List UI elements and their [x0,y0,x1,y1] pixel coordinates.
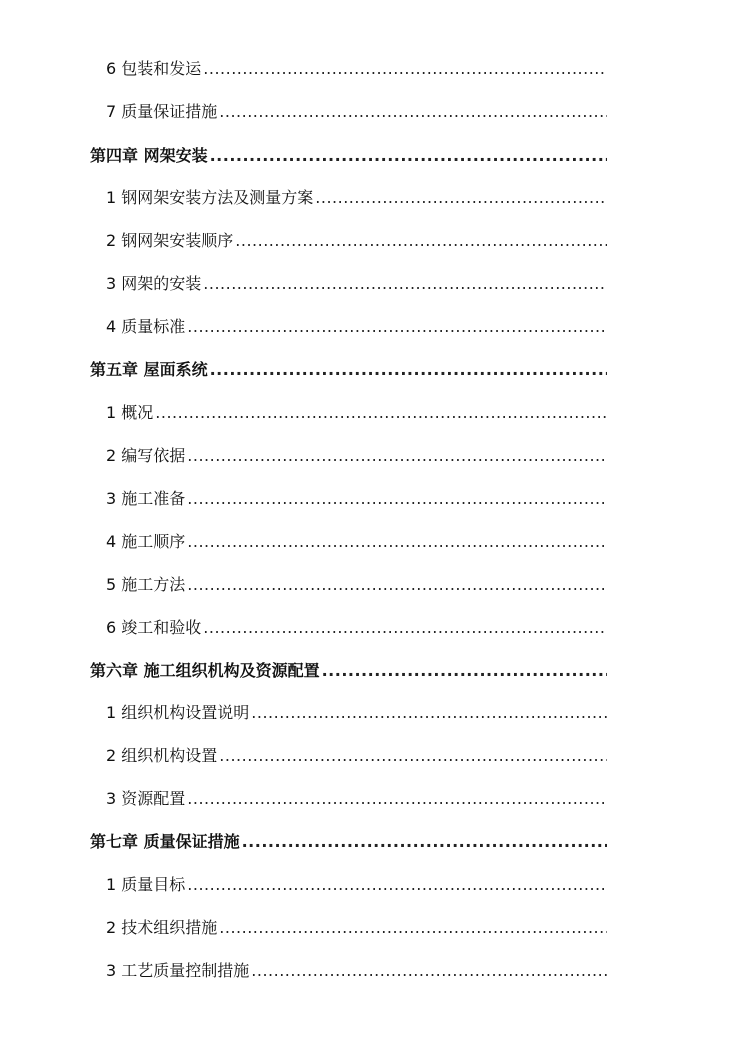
toc-entry-label: 6 包装和发运 [106,59,202,78]
toc-entry-label: 2 组织机构设置 [106,746,218,765]
toc-entry[interactable] [106,617,607,639]
toc-leader-dots [219,745,607,767]
toc-chapter-label: 第六章 施工组织机构及资源配置 [90,661,320,680]
toc-leader-dots [210,145,607,167]
toc-entry[interactable] [106,273,607,295]
toc-leader-dots [203,58,607,80]
toc-entry[interactable] [106,531,607,553]
toc-leader-dots [187,788,607,810]
toc-leader-dots [251,702,607,724]
toc-chapter-label: 第五章 屋面系统 [90,360,208,379]
toc-entry[interactable] [106,402,607,424]
toc-entry-label: 3 网架的安装 [106,274,202,293]
toc-leader-dots [187,445,607,467]
toc-leader-dots [187,874,607,896]
toc-entry[interactable] [106,187,607,209]
toc-entry[interactable] [106,101,607,123]
toc-chapter-entry[interactable] [90,359,607,381]
toc-entry-label: 1 钢网架安装方法及测量方案 [106,188,314,207]
toc-chapter-label: 第四章 网架安装 [90,146,208,165]
toc-entry[interactable] [106,788,607,810]
toc-entry-label: 1 组织机构设置说明 [106,703,250,722]
toc-leader-dots [219,101,607,123]
toc-entry-label: 2 编写依据 [106,446,186,465]
toc-entry-label: 1 质量目标 [106,875,186,894]
toc-leader-dots [242,831,607,853]
toc-entry-label: 1 概况 [106,403,154,422]
toc-entry-label: 4 施工顺序 [106,532,186,551]
toc-leader-dots [187,488,607,510]
toc-entry-label: 2 钢网架安装顺序 [106,231,234,250]
toc-chapter-entry[interactable] [90,831,607,853]
toc-leader-dots [187,531,607,553]
toc-chapter-label: 第七章 质量保证措施 [90,832,240,851]
toc-entry-label: 2 技术组织措施 [106,918,218,937]
toc-entry-label: 3 资源配置 [106,789,186,808]
toc-chapter-entry[interactable] [90,660,607,682]
toc-leader-dots [187,574,607,596]
toc-entry[interactable] [106,488,607,510]
toc-entry[interactable] [106,874,607,896]
toc-entry-label: 3 工艺质量控制措施 [106,961,250,980]
toc-leader-dots [210,359,607,381]
toc-entry-label: 3 施工准备 [106,489,186,508]
toc-entry-label: 6 竣工和验收 [106,618,202,637]
toc-leader-dots [219,917,607,939]
toc-entry[interactable] [106,445,607,467]
toc-chapter-entry[interactable] [90,145,607,167]
toc-leader-dots [187,316,607,338]
toc-leader-dots [322,660,607,682]
toc-leader-dots [251,960,607,982]
toc-entry-label: 4 质量标准 [106,317,186,336]
toc-entry[interactable] [106,316,607,338]
toc-entry-label: 7 质量保证措施 [106,102,218,121]
toc-entry-label: 5 施工方法 [106,575,186,594]
toc-leader-dots [203,617,607,639]
toc-entry[interactable] [106,574,607,596]
toc-entry[interactable] [106,917,607,939]
toc-leader-dots [203,273,607,295]
toc-leader-dots [155,402,607,424]
toc-entry[interactable] [106,702,607,724]
toc-entry[interactable] [106,58,607,80]
toc-leader-dots [315,187,607,209]
toc-entry[interactable] [106,960,607,982]
toc-leader-dots [235,230,607,252]
toc-entry[interactable] [106,745,607,767]
toc-entry[interactable] [106,230,607,252]
